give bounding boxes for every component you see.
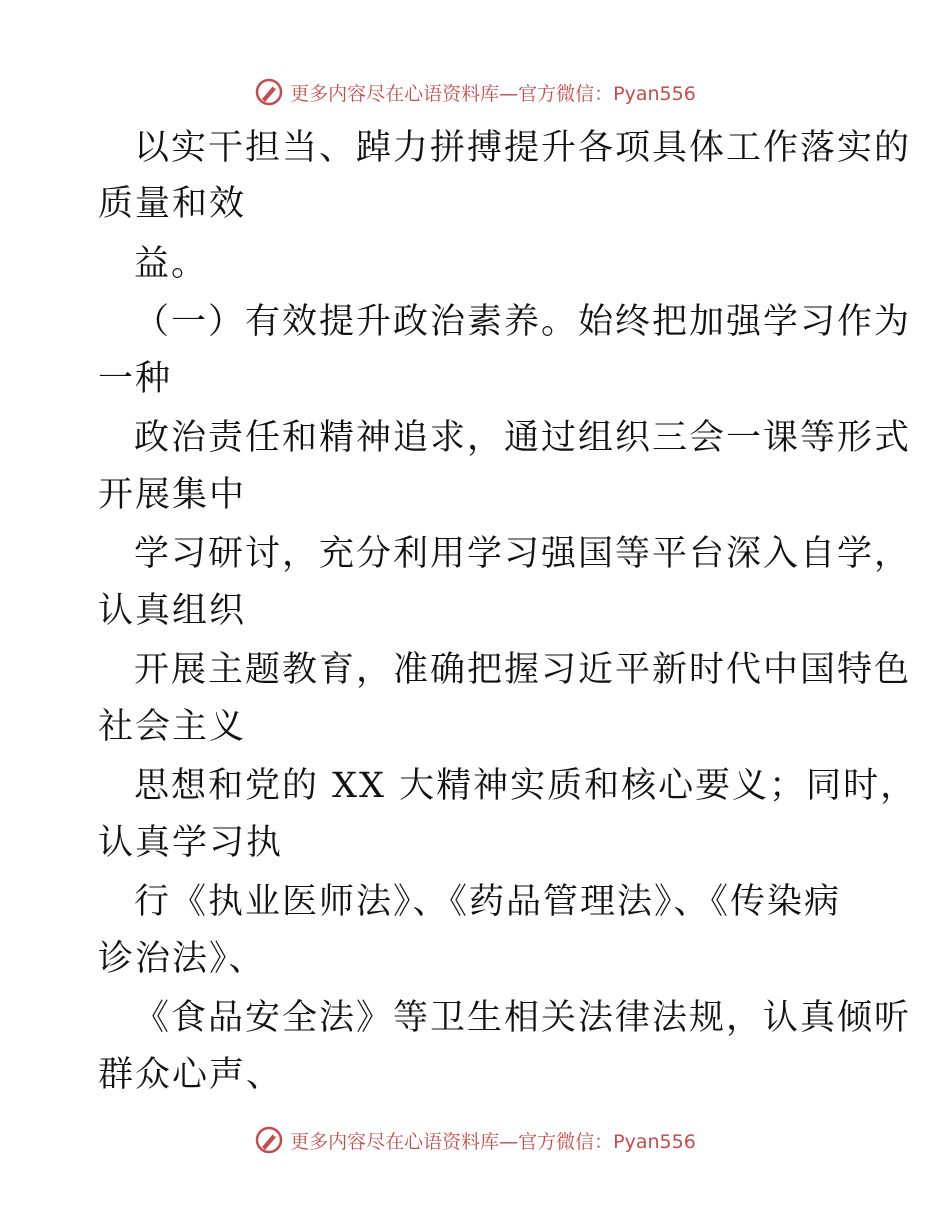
body-line: 政治责任和精神追求，通过组织三会一课等形式	[134, 418, 912, 458]
body-line: 益。	[134, 244, 209, 284]
footer-banner	[0, 1120, 950, 1160]
header-banner	[0, 72, 950, 112]
body-line: 认真学习执	[98, 823, 284, 863]
body-line: 社会主义	[98, 707, 247, 747]
footer-banner-text: 更多内容尽在心语资料库—官方微信：Pyan556	[290, 1130, 696, 1153]
body-line: 学习研讨，充分利用学习强国等平台深入自学，	[134, 534, 912, 574]
header-banner-text: 更多内容尽在心语资料库—官方微信：Pyan556	[290, 82, 696, 105]
body-line: 开展主题教育，准确把握习近平新时代中国特色	[134, 650, 912, 690]
body-line: 以实干担当、踔力拼搏提升各项具体工作落实的	[134, 128, 912, 168]
body-line: 诊治法》、	[98, 939, 266, 979]
body-line: 群众心声、	[98, 1055, 284, 1095]
pen-logo-icon	[254, 1125, 284, 1155]
body-line: 质量和效	[98, 184, 247, 224]
body-line: 《食品安全法》等卫生相关法律法规，认真倾听	[134, 998, 912, 1038]
body-line: （一）有效提升政治素养。始终把加强学习作为	[134, 302, 912, 342]
body-line: 思想和党的 XX 大精神实质和核心要义；同时，	[134, 766, 918, 806]
body-line: 认真组织	[98, 591, 247, 631]
pen-logo-icon	[254, 77, 284, 107]
body-line: 一种	[98, 359, 173, 399]
body-line: 开展集中	[98, 475, 247, 515]
body-line: 行《执业医师法》、《药品管理法》、《传染病	[134, 882, 842, 922]
